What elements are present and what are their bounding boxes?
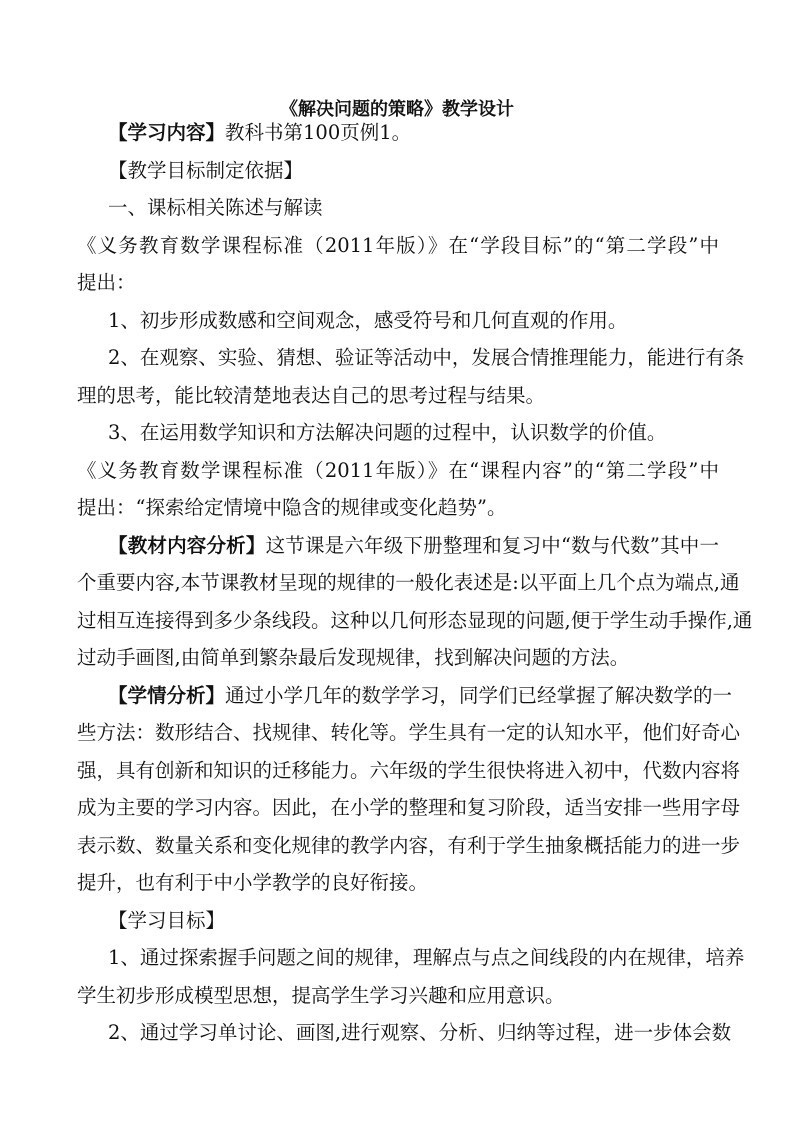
material-analysis-line4: 过动手画图,由简单到繁杂最后发现规律，找到解决问题的方法。: [77, 646, 630, 669]
learner-analysis-line2: 些方法：数形结合、找规律、转化等。学生具有一定的认知水平，他们好奇心: [77, 721, 741, 744]
objective-1-line2: 学生初步形成模型思想，提高学生学习兴趣和应用意识。: [77, 984, 565, 1007]
study-content-label: 【学习内容】: [108, 121, 226, 144]
standard-quote-2-line1: 《义务教育数学课程标准（2011年版）》在“课程内容”的“第二学段”中: [77, 459, 719, 482]
material-analysis-text: 这节课是六年级下册整理和复习中“数与代数”其中一: [265, 534, 719, 557]
objective-2-line1: 2、通过学习单讨论、画图,进行观察、分析、归纳等过程，进一步体会数: [108, 1021, 732, 1044]
goal-1: 1、初步形成数感和空间观念，感受符号和几何直观的作用。: [108, 309, 628, 332]
objectives-heading: 【学习目标】: [108, 909, 226, 932]
material-analysis-label: 【教材内容分析】: [108, 534, 266, 557]
goal-3: 3、在运用数学知识和方法解决问题的过程中，认识数学的价值。: [108, 421, 667, 444]
learner-analysis-text: 通过小学几年的数学学习，同学们已经掌握了解决数学的一: [225, 684, 733, 707]
material-analysis-line2: 个重要内容,本节课教材呈现的规律的一般化表述是:以平面上几个点为端点,通: [77, 571, 740, 594]
learner-analysis-line5: 表示数、数量关系和变化规律的教学内容，有利于学生抽象概括能力的进一步: [77, 834, 741, 857]
learner-analysis-label: 【学情分析】: [108, 684, 226, 707]
goal-2-line2: 理的思考，能比较清楚地表达自己的思考过程与结果。: [77, 384, 546, 407]
goal-2-line1: 2、在观察、实验、猜想、验证等活动中，发展合情推理能力，能进行有条: [108, 346, 745, 369]
standard-quote-2-line2: 提出：“探索给定情境中隐含的规律或变化趋势”。: [77, 496, 507, 519]
section-one-heading: 一、课标相关陈述与解读: [108, 196, 323, 219]
objective-1-line1: 1、通过探索握手问题之间的规律，理解点与点之间线段的内在规律，培养: [108, 946, 745, 969]
document-title: 《解决问题的策略》教学设计: [280, 99, 514, 120]
study-content-line: [108, 120, 411, 146]
learner-analysis-line3: 强，具有创新和知识的迁移能力。六年级的学生很快将进入初中，代数内容将: [77, 759, 741, 782]
standard-quote-1-line2: 提出：: [77, 271, 136, 294]
material-analysis-line1: [108, 533, 719, 559]
standard-quote-1-line1: 《义务教育数学课程标准（2011年版）》在“学段目标”的“第二学段”中: [77, 234, 719, 257]
learner-analysis-line1: [108, 683, 733, 709]
learner-analysis-line6: 提升，也有利于中小学教学的良好衔接。: [77, 871, 429, 894]
basis-heading: 【教学目标制定依据】: [108, 159, 304, 182]
study-content-text: 教科书第100页例1。: [225, 121, 412, 144]
material-analysis-line3: 过相互连接得到多少条线段。这种以几何形态显现的问题,便于学生动手操作,通: [77, 609, 753, 632]
learner-analysis-line4: 成为主要的学习内容。因此，在小学的整理和复习阶段，适当安排一些用字母: [77, 796, 741, 819]
